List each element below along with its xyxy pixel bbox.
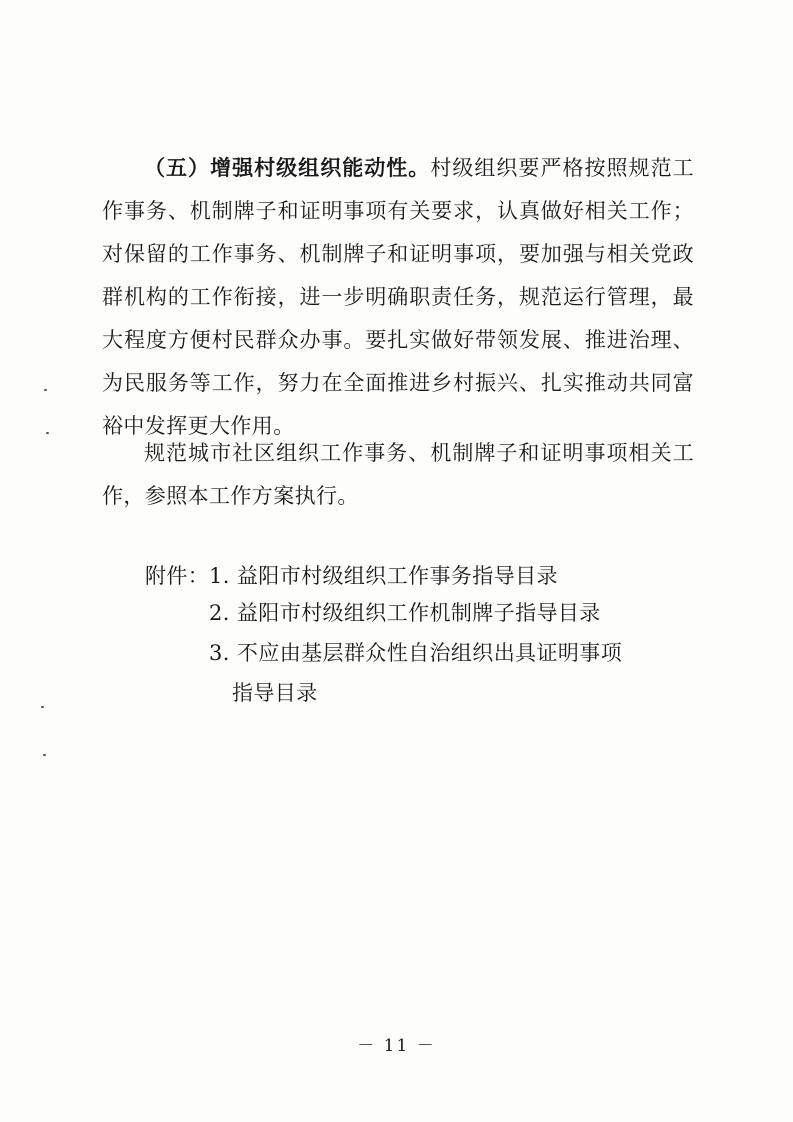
section-heading: （五）增强村级组织能动性。 xyxy=(144,155,431,180)
attachment-item-2: 2. 益阳市村级组织工作机制牌子指导目录 xyxy=(209,601,601,625)
scan-speck xyxy=(46,432,49,434)
paragraph-body: 村级组织要严格按照规范工作事务、机制牌子和证明事项有关要求，认真做好相关工作；对保留的工作事务、机制牌子和证明事项，要加强与相关党政群机构的工作衔接，进一步明确职责任务，规范运行管理，最大程度方便村民群众办事。要扎实做好带领发展、推进治理、为民服务等工作，努力在全面推进乡村振兴、扎实推动共同富裕中发挥更大作用。 xyxy=(102,156,694,438)
attachment-item-1: 1. 益阳市村级组织工作事务指导目录 xyxy=(209,564,558,588)
attachments-label: 附件： xyxy=(145,564,210,588)
attachment-item-3: 3. 不应由基层群众性自治组织出具证明事项 xyxy=(209,641,623,665)
scan-speck xyxy=(41,706,44,708)
attachment-item-3-continued: 指导目录 xyxy=(232,681,318,705)
paragraph-strengthen-village-organizations xyxy=(102,146,694,448)
scan-speck xyxy=(44,389,47,391)
paragraph-urban-community xyxy=(102,432,694,518)
page-number: － 11 － xyxy=(357,1036,436,1056)
scan-speck xyxy=(43,754,46,756)
paragraph-text: 规范城市社区组织工作事务、机制牌子和证明事项相关工作，参照本工作方案执行。 xyxy=(102,441,694,508)
